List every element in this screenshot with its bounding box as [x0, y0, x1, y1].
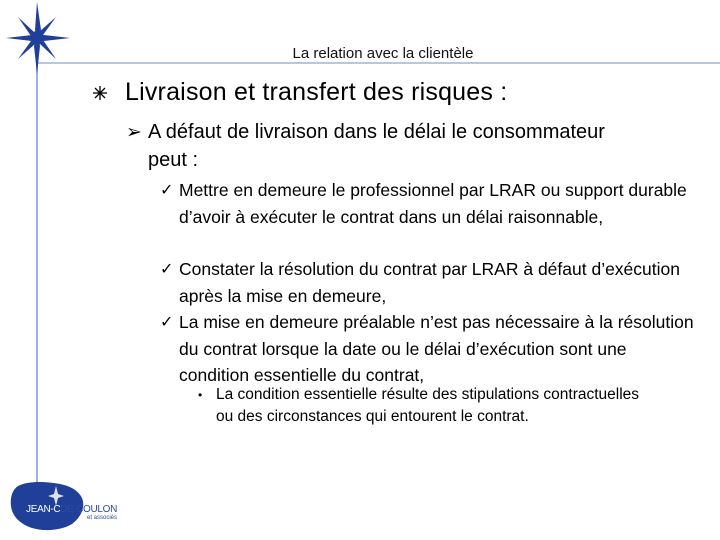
check-icon: ✓ [160, 180, 174, 199]
check-icon: ✓ [160, 259, 174, 278]
check-icon: ✓ [160, 312, 174, 331]
check-item-text: Mettre en demeure le professionnel par LRAR ou support durable d’avoir à exécuter le contrat dans un délai raisonnable, [179, 180, 687, 227]
slide-heading: Livraison et transfert des risques : [125, 78, 508, 106]
asterisk-bullet-icon [92, 85, 108, 101]
page-title: La relation avec la clientèle [292, 45, 474, 62]
company-logo [8, 480, 132, 534]
logo-name [26, 504, 117, 515]
dot-bullet-icon: • [198, 388, 203, 402]
logo-name-part2: DE COULON [60, 504, 118, 515]
logo-name-part1: JEAN-C [26, 504, 61, 515]
check-item-text: La mise en demeure préalable n’est pas nécessaire à la résolution du contrat lorsque la date ou le délai d’exécution sont une condition essentielle du contrat, [179, 312, 694, 385]
sub-bullet-item [198, 384, 648, 428]
arrow-bullet-icon: ➢ [126, 121, 142, 143]
check-item-text: Constater la résolution du contrat par LRAR à défaut d’exécution après la mise en demeure, [179, 259, 680, 306]
check-item [160, 177, 700, 230]
logo-subtitle: et associés [87, 515, 118, 521]
level1-item [126, 118, 606, 174]
level1-text: A défaut de livraison dans le délai le consommateur peut : [148, 121, 605, 171]
check-item [160, 256, 700, 309]
check-item [160, 309, 700, 389]
sub-bullet-text: La condition essentielle résulte des stipulations contractuelles ou des circonstances qui entourent le contrat. [216, 386, 640, 425]
